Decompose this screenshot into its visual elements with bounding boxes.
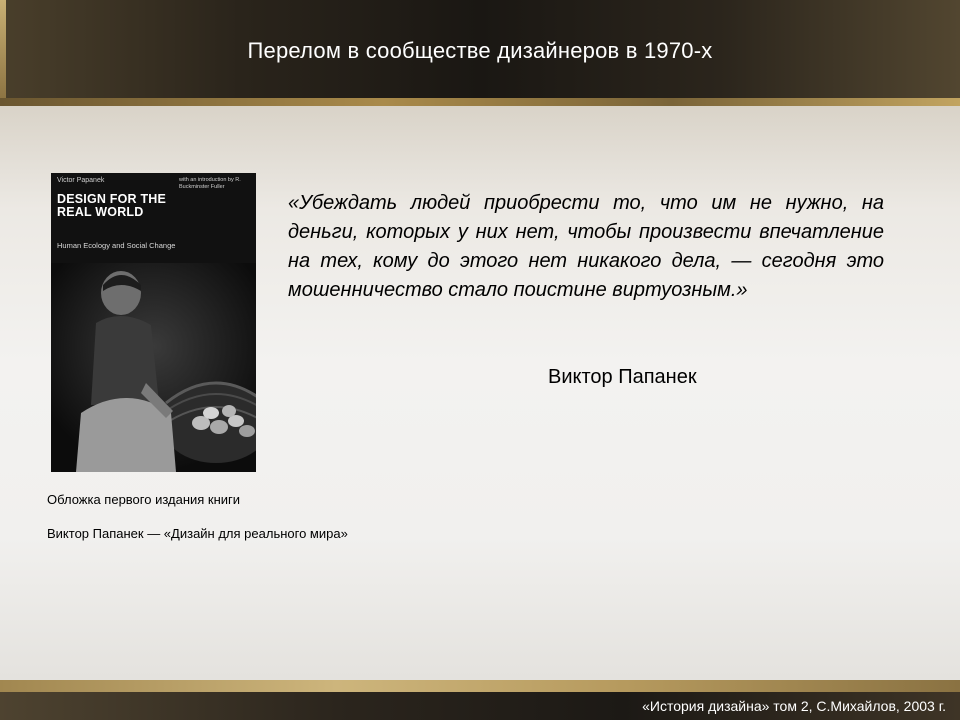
cover-author: Victor Papanek: [57, 177, 105, 184]
caption-line-2: Виктор Папанек — «Дизайн для реального мира»: [47, 526, 348, 541]
cover-subtitle: Human Ecology and Social Change: [57, 241, 176, 250]
caption-line-1: Обложка первого издания книги: [47, 492, 241, 507]
header-stripe: [0, 98, 960, 106]
cover-title: DESIGN FOR THE REAL WORLD: [57, 192, 167, 219]
footer-citation: «История дизайна» том 2, С.Михайлов, 2003 г.: [642, 698, 946, 714]
quote-text: «Убеждать людей приобрести то, что им не нужно, на деньги, которых у них нет, чтобы произвести впечатление на тех, кому до этого нет никакого дела, — сегодня это мошенничество стало поистине виртуозным.»: [288, 192, 884, 301]
cover-photo-child: [51, 263, 256, 472]
footer-stripe: [0, 680, 960, 692]
quote-author: Виктор Папанек: [548, 366, 697, 388]
book-cover-image: [51, 173, 256, 472]
slide-title: Перелом в сообществе дизайнеров в 1970-х: [247, 38, 713, 63]
cover-intro: with an introduction by R. Buckminster Fuller: [179, 177, 241, 190]
